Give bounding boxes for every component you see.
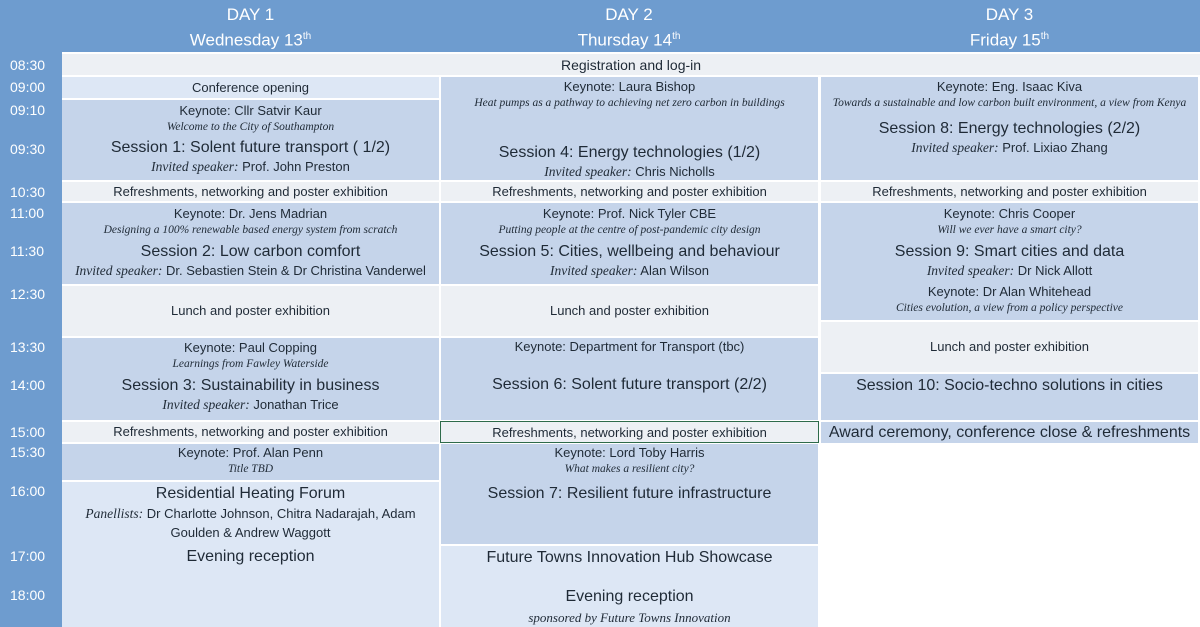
day2-date: Thursday 14th [577, 30, 681, 50]
day1-header [62, 0, 439, 52]
time-label: 09:10 [10, 102, 46, 118]
day2-keynote-session5 [441, 203, 818, 284]
time-label: 15:30 [10, 444, 46, 460]
day1-keynote-session2 [62, 203, 439, 284]
session-title: Session 7: Resilient future infrastructure [487, 485, 772, 502]
time-label: 16:00 [10, 483, 46, 499]
keynote-label: Keynote: Laura Bishop [563, 79, 696, 94]
hub-showcase: Future Towns Innovation Hub Showcase [486, 549, 773, 566]
keynote-subtitle: Welcome to the City of Southampton [166, 121, 335, 133]
day1-date: Wednesday 13th [189, 30, 312, 50]
keynote-label: Keynote: Dr. Jens Madrian [173, 206, 328, 221]
keynote-label: Keynote: Chris Cooper [943, 206, 1076, 221]
day2-hub-evening [441, 546, 818, 627]
keynote-subtitle: What makes a resilient city? [564, 463, 695, 475]
keynote-subtitle: Learnings from Fawley Waterside [172, 358, 329, 370]
keynote-subtitle: Putting people at the centre of post-pandemic city design [498, 224, 761, 236]
time-label: 08:30 [10, 57, 46, 73]
time-label: 13:30 [10, 339, 46, 355]
day3-close [821, 422, 1198, 443]
day3-label: DAY 3 [985, 5, 1034, 24]
closing-ceremony: Award ceremony, conference close & refreshments [828, 424, 1191, 441]
day1-refreshments-2: Refreshments, networking and poster exhibition [62, 422, 439, 442]
corner-header [0, 0, 62, 52]
time-label: 11:00 [10, 205, 44, 221]
day3-header [819, 0, 1200, 52]
day3-refreshments-1: Refreshments, networking and poster exhibition [821, 182, 1198, 201]
session-title: Session 5: Cities, wellbeing and behaviour [479, 243, 780, 260]
keynote-label: Keynote: Department for Transport (tbc) [514, 339, 745, 354]
keynote-label: Keynote: Paul Copping [184, 340, 317, 355]
session-title: Session 10: Socio-techno solutions in cities [856, 377, 1163, 394]
invited-speaker: Invited speaker: Jonathan Trice [162, 397, 339, 412]
day1-lunch: Lunch and poster exhibition [62, 286, 439, 336]
time-label: 09:30 [10, 141, 46, 157]
day2-keynote-session7 [441, 444, 818, 544]
day3-lunch: Lunch and poster exhibition [821, 322, 1198, 372]
forum-title: Residential Heating Forum [155, 485, 346, 502]
day1-keynote-session3 [62, 338, 439, 420]
keynote-subtitle: Heat pumps as a pathway to achieving net zero carbon in buildings [474, 97, 785, 109]
session-title: Session 4: Energy technologies (1/2) [498, 144, 761, 161]
keynote-subtitle: Title TBD [227, 463, 274, 475]
day3-keynote-session9 [821, 203, 1198, 320]
invited-speaker: Invited speaker: Dr. Sebastien Stein & Dr Christina Vanderwel [75, 263, 426, 278]
time-label: 12:30 [10, 286, 46, 302]
keynote-subtitle: Cities evolution, a view from a policy perspective [896, 302, 1123, 314]
session-title: Session 9: Smart cities and data [894, 243, 1125, 260]
day1-keynote-session1 [62, 100, 439, 180]
keynote-subtitle: Towards a sustainable and low carbon built environment, a view from Kenya [832, 97, 1187, 109]
day1-label: DAY 1 [226, 5, 275, 24]
time-label: 09:00 [10, 79, 46, 95]
time-label: 17:00 [10, 548, 46, 564]
day2-label: DAY 2 [605, 5, 653, 24]
day2-lunch: Lunch and poster exhibition [441, 286, 818, 336]
keynote-label: Keynote: Dr Alan Whitehead [927, 284, 1092, 299]
conference-opening: Conference opening [62, 77, 439, 98]
keynote-subtitle: Will we ever have a smart city? [937, 224, 1082, 236]
keynote-label: Keynote: Eng. Isaac Kiva [936, 79, 1083, 94]
keynote-label: Keynote: Lord Toby Harris [554, 445, 705, 460]
keynote-label: Keynote: Prof. Alan Penn [177, 445, 324, 460]
day3-keynote-session8 [821, 77, 1198, 180]
day3-session10 [821, 374, 1198, 420]
time-label: 11:30 [10, 243, 44, 259]
invited-speaker: Invited speaker: Prof. Lixiao Zhang [911, 140, 1108, 155]
invited-speaker: Invited speaker: Prof. John Preston [151, 159, 350, 174]
day1-keynote-4 [62, 444, 439, 480]
sponsor-note: sponsored by Future Towns Innovation [528, 610, 731, 625]
evening-reception: Evening reception [565, 588, 694, 605]
invited-speaker: Invited speaker: Chris Nicholls [544, 164, 715, 179]
day2-keynote-session4 [441, 77, 818, 180]
time-label: 10:30 [10, 184, 46, 200]
time-label: 15:00 [10, 424, 46, 440]
session-title: Session 1: Solent future transport ( 1/2) [110, 139, 391, 156]
day1-refreshments-1: Refreshments, networking and poster exhibition [62, 182, 439, 201]
day2-header [439, 0, 819, 52]
time-label: 14:00 [10, 377, 46, 393]
time-label: 18:00 [10, 587, 46, 603]
invited-speaker: Invited speaker: Alan Wilson [550, 263, 709, 278]
keynote-label: Keynote: Prof. Nick Tyler CBE [542, 206, 717, 221]
invited-speaker: Invited speaker: Dr Nick Allott [926, 263, 1093, 278]
day2-keynote-session6 [441, 338, 818, 420]
session-title: Session 6: Solent future transport (2/2) [492, 376, 767, 393]
day1-forum-evening [62, 482, 439, 627]
day2-refreshments-2[interactable]: Refreshments, networking and poster exhibition [440, 421, 819, 443]
forum-panellists: Panellists: Dr Charlotte Johnson, Chitra Nadarajah, Adam Goulden & Andrew Waggott [85, 506, 416, 540]
session-title: Session 2: Low carbon comfort [140, 243, 361, 260]
time-column [0, 52, 62, 627]
day2-refreshments-1: Refreshments, networking and poster exhibition [441, 182, 818, 201]
session-title: Session 8: Energy technologies (2/2) [878, 120, 1141, 137]
keynote-label: Keynote: Cllr Satvir Kaur [179, 103, 322, 118]
day3-date: Friday 15th [969, 30, 1050, 50]
registration-row: Registration and log-in [62, 54, 1200, 75]
keynote-subtitle: Designing a 100% renewable based energy system from scratch [103, 224, 398, 236]
session-title: Session 3: Sustainability in business [121, 377, 380, 394]
evening-reception: Evening reception [186, 548, 315, 565]
